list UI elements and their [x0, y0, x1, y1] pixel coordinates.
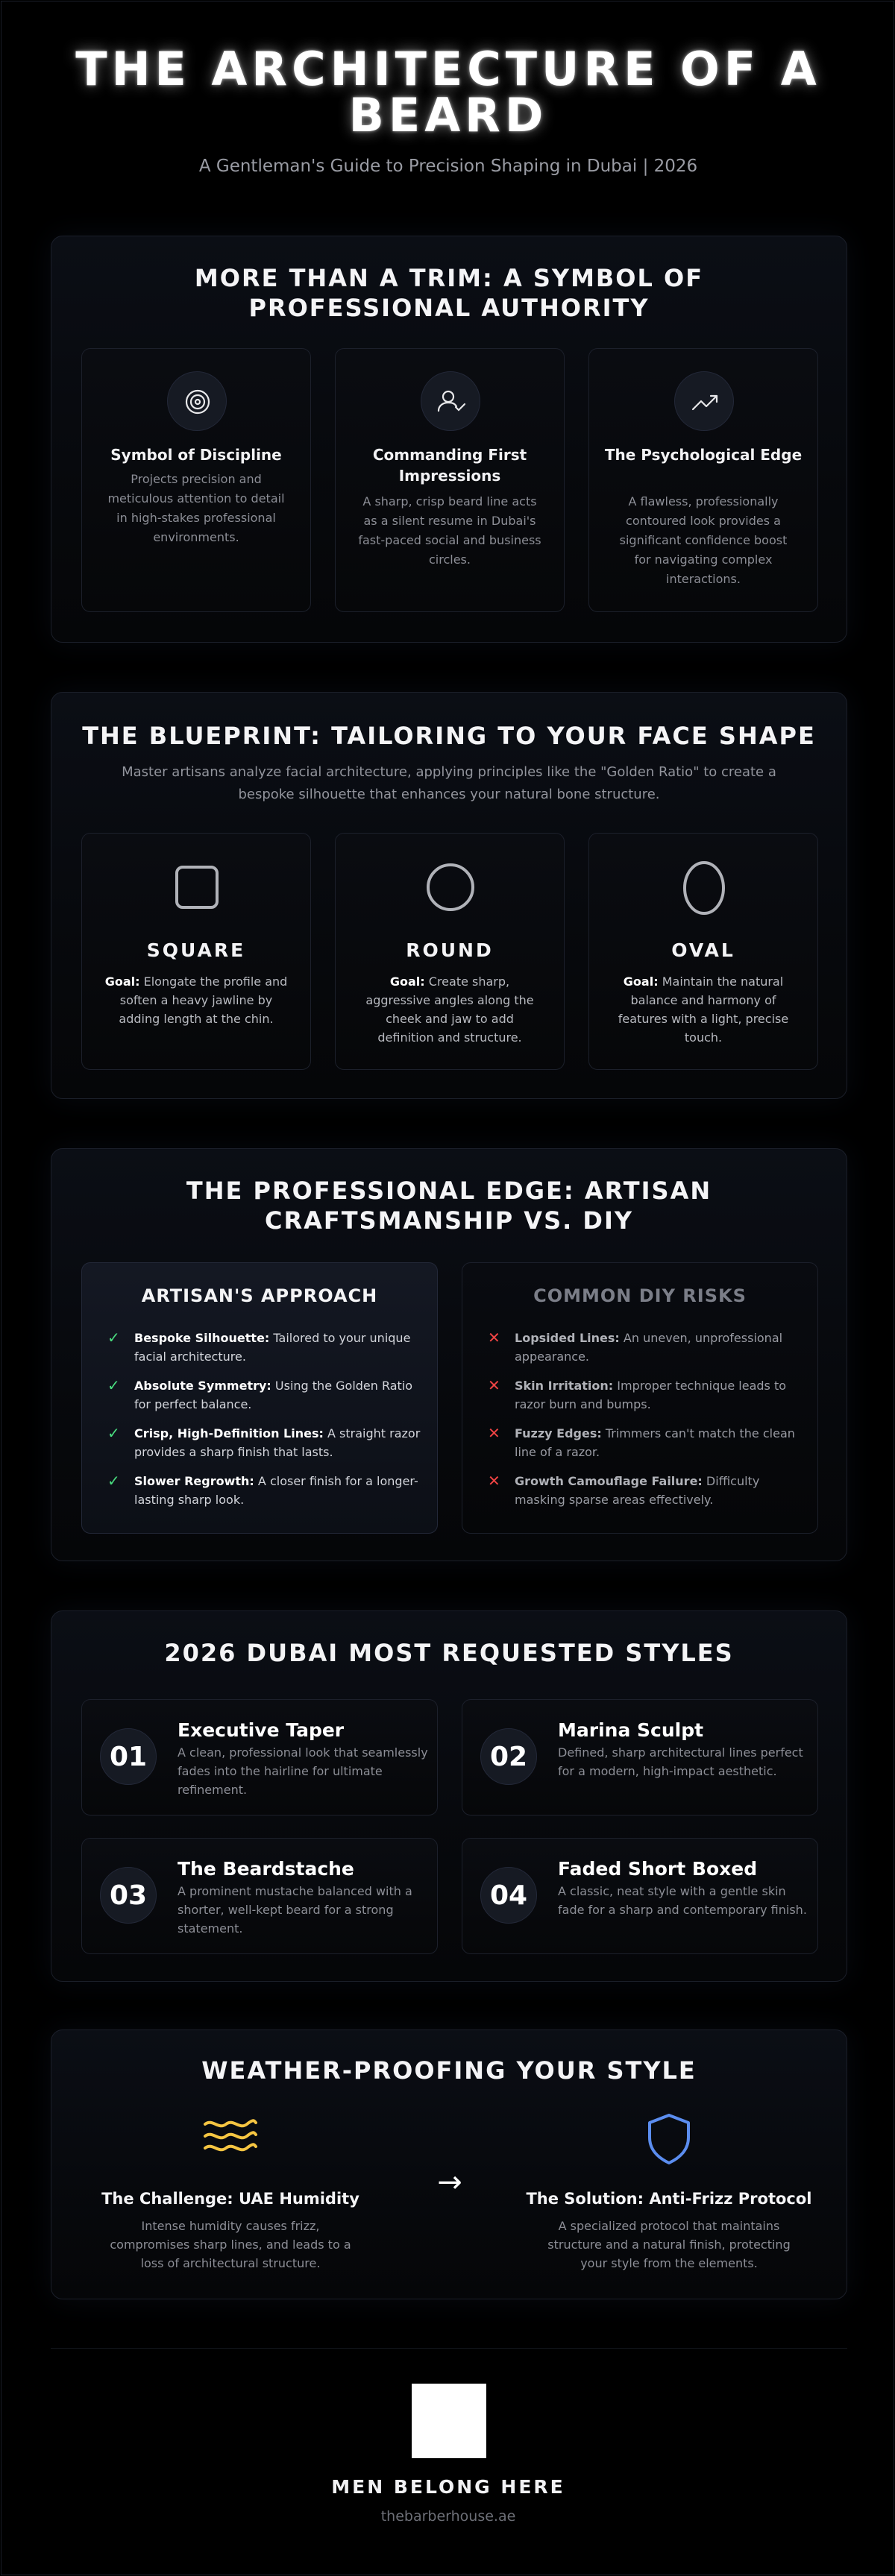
style-desc: A prominent mustache balanced with a shorter, well-kept beard for a strong statement. — [178, 1884, 412, 1936]
cross-icon: ✕ — [488, 1472, 500, 1490]
styles-title: 2026 DUBAI MOST REQUESTED STYLES — [164, 1639, 734, 1667]
card-text: A flawless, professionally contoured look provides a significant confidence boost for navigating complex interactions. — [619, 494, 788, 586]
style-card-faded-short-boxed — [462, 1838, 818, 1954]
solution-title: The Solution: Anti-Frizz Protocol — [526, 2190, 812, 2208]
card-title: Symbol of Discipline — [110, 446, 282, 464]
solution-block — [520, 2112, 818, 2284]
style-desc: A classic, neat style with a gentle skin fade for a sharp and contemporary finish. — [558, 1884, 807, 1917]
comparison-title: THE PROFESSIONAL EDGE: ARTISAN CRAFTSMANSHIP VS. DIY — [186, 1177, 712, 1235]
shape-name: OVAL — [671, 939, 735, 961]
circle-icon — [425, 862, 476, 913]
blueprint-subtitle: Master artisans analyze facial architecture, applying principles like the "Golden Ratio" to create a bespoke silhouette that enhances your natural bone structure. — [122, 764, 776, 802]
style-name: The Beardstache — [178, 1858, 354, 1880]
shield-icon — [644, 2112, 694, 2166]
arrow-right-icon: → — [437, 2165, 462, 2199]
check-icon: ✓ — [107, 1424, 120, 1442]
card-title: Commanding First Impressions — [372, 446, 527, 485]
blueprint-section — [51, 692, 847, 1099]
artisan-heading: ARTISAN'S APPROACH — [141, 1285, 378, 1306]
styles-section — [51, 1610, 847, 1982]
hero-header — [1, 42, 895, 176]
shape-name: ROUND — [406, 939, 494, 961]
authority-section — [51, 236, 847, 643]
challenge-block — [81, 2112, 380, 2284]
card-text: Projects precision and meticulous attention to detail in high-stakes professional environments. — [107, 472, 285, 544]
style-name: Faded Short Boxed — [558, 1858, 758, 1880]
comparison-section — [51, 1148, 847, 1561]
style-desc: A clean, professional look that seamlessly fades into the hairline for ultimate refinement. — [178, 1745, 428, 1797]
check-icon: ✓ — [107, 1376, 120, 1394]
humidity-waves-icon — [201, 2112, 260, 2160]
blueprint-title: THE BLUEPRINT: TAILORING TO YOUR FACE SHAPE — [82, 722, 816, 750]
style-number: 04 — [480, 1867, 537, 1924]
cross-icon: ✕ — [488, 1329, 500, 1347]
check-icon: ✓ — [107, 1329, 120, 1347]
shape-card-square — [81, 833, 311, 1070]
page-title: THE ARCHITECTURE OF A BEARD — [75, 42, 821, 142]
card-text: A sharp, crisp beard line acts as a silent resume in Dubai's fast-paced social and business circles. — [358, 494, 541, 567]
weather-section — [51, 2029, 847, 2299]
shape-card-round — [335, 833, 565, 1070]
footer-brand: MEN BELONG HERE — [331, 2476, 565, 2498]
authority-card-discipline — [81, 348, 311, 612]
style-card-marina-sculpt — [462, 1699, 818, 1816]
cross-icon: ✕ — [488, 1376, 500, 1394]
footer-divider — [51, 2348, 847, 2349]
style-number: 03 — [100, 1867, 157, 1924]
weather-title: WEATHER-PROOFING YOUR STYLE — [201, 2056, 697, 2085]
style-name: Executive Taper — [178, 1719, 345, 1741]
diy-column: COMMON DIY RISKS ✕ Lopsided Lines: An uneven, unprofessional appearance. ✕ Skin Irritation: Improper technique leads to razor burn and bumps. ✕ Fuzzy Edges: Trimmers can't match the clean line of a razor. ✕ Growth Camouflage Failure: Difficulty masking sparse areas effectively. — [462, 1262, 818, 1534]
trending-up-icon — [674, 371, 734, 431]
diy-heading: COMMON DIY RISKS — [533, 1285, 747, 1306]
style-card-executive-taper — [81, 1699, 438, 1816]
authority-title: MORE THAN A TRIM: A SYMBOL OF PROFESSIONAL AUTHORITY — [194, 264, 704, 322]
cross-icon: ✕ — [488, 1424, 500, 1442]
challenge-title: The Challenge: UAE Humidity — [101, 2190, 359, 2208]
style-number: 01 — [100, 1728, 157, 1785]
shape-goal: Goal: Maintain the natural balance and harmony of features with a light, precise touch. — [618, 974, 789, 1045]
style-name: Marina Sculpt — [558, 1719, 704, 1741]
page — [1, 1, 894, 2575]
square-icon — [173, 863, 221, 911]
challenge-text: Intense humidity causes frizz, compromises sharp lines, and leads to a loss of architectural structure. — [110, 2219, 351, 2270]
artisan-column: ARTISAN'S APPROACH ✓ Bespoke Silhouette: Tailored to your unique facial architecture. ✓ Absolute Symmetry: Using the Golden Ratio for perfect balance. ✓ Crisp, High-Definition Lines: A straight razor provides a sharp finish that lasts. ✓ Slower Regrowth: A closer finish for a longer-lasting sharp look. — [81, 1262, 438, 1534]
style-number: 02 — [480, 1728, 537, 1785]
shape-goal: Goal: Create sharp, aggressive angles along the cheek and jaw to add definition and structure. — [365, 974, 534, 1045]
page-subtitle: A Gentleman's Guide to Precision Shaping in Dubai | 2026 — [198, 157, 698, 176]
authority-card-impressions — [335, 348, 565, 612]
brand-logo — [412, 2384, 486, 2458]
style-desc: Defined, sharp architectural lines perfect for a modern, high-impact aesthetic. — [558, 1745, 803, 1778]
shape-goal: Goal: Elongate the profile and soften a heavy jawline by adding length at the chin. — [104, 974, 288, 1026]
user-check-icon — [421, 371, 480, 431]
authority-card-edge — [588, 348, 818, 612]
check-icon: ✓ — [107, 1472, 120, 1490]
target-icon — [167, 371, 227, 431]
style-card-beardstache — [81, 1838, 438, 1954]
footer-url[interactable]: thebarberhouse.ae — [380, 2508, 516, 2525]
solution-text: A specialized protocol that maintains structure and a natural finish, protecting your style from the elements. — [547, 2219, 791, 2270]
oval-icon — [682, 860, 726, 916]
shape-name: SQUARE — [146, 939, 246, 961]
shape-card-oval — [588, 833, 818, 1070]
card-title: The Psychological Edge — [604, 446, 803, 464]
